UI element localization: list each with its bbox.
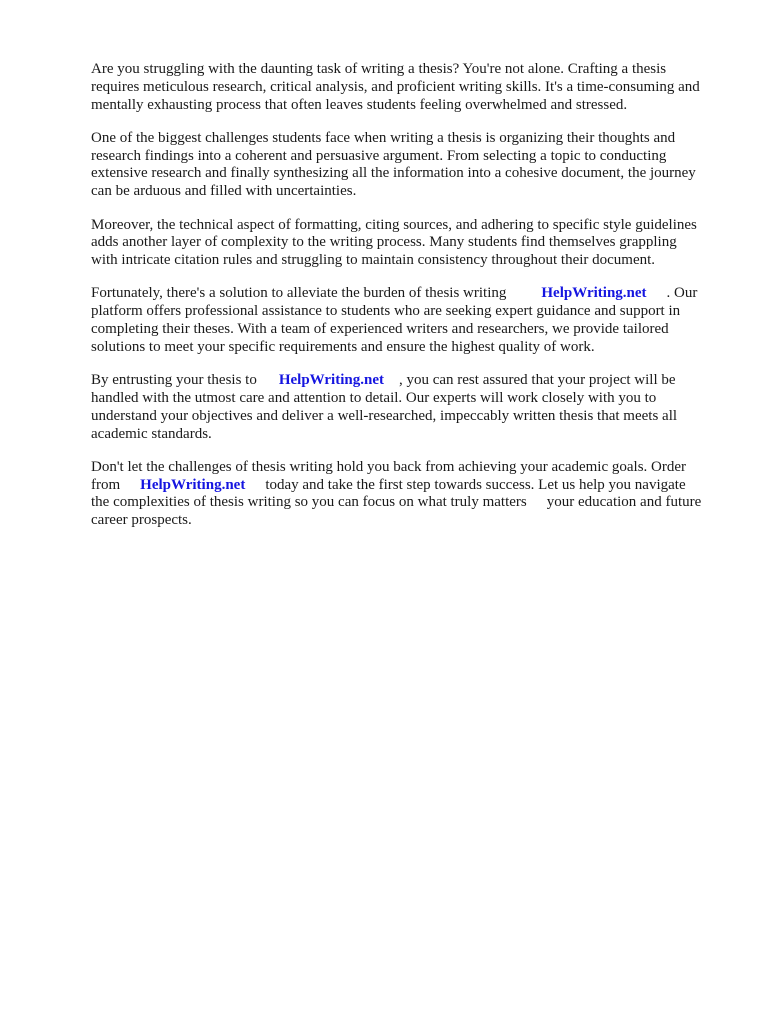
text-line: completing their theses. With a team of experienced writers and researchers, we provide tailored (91, 321, 669, 338)
text-fragment: today and take the first step towards success. Let us help you navigate (265, 476, 686, 493)
text-line: adds another layer of complexity to the writing process. Many students find themselves grappling (91, 234, 677, 251)
helpwriting-link[interactable]: HelpWriting.net (541, 285, 647, 302)
helpwriting-link[interactable]: HelpWriting.net (140, 476, 246, 493)
text-line: mentally exhausting process that often leaves students feeling overwhelmed and stressed. (91, 96, 628, 113)
paragraph-call-to-action (91, 459, 731, 530)
text-fragment: the complexities of thesis writing so you can focus on what truly matters (91, 494, 527, 511)
text-line: requires meticulous research, critical analysis, and proficient writing skills. It's a time-consuming and (91, 78, 700, 95)
text-fragment: from (91, 476, 121, 493)
text-line: extensive research and finally synthesizing all the information into a cohesive document, the journey (91, 165, 696, 182)
text-line: can be arduous and filled with uncertainties. (91, 183, 357, 200)
text-line: Don't let the challenges of thesis writing hold you back from achieving your academic goals. Order (91, 458, 687, 475)
text-fragment: your education and future (546, 494, 702, 511)
text-line: solutions to meet your specific requirements and ensure the highest quality of work. (91, 338, 595, 355)
text-line: with intricate citation rules and struggling to maintain consistency throughout their document. (91, 252, 656, 269)
helpwriting-link[interactable]: HelpWriting.net (278, 372, 384, 389)
text-line: research findings into a coherent and persuasive argument. From selecting a topic to conducting (91, 147, 667, 164)
text-line: One of the biggest challenges students face when writing a thesis is organizing their thoughts and (91, 129, 676, 146)
paragraph-intro (91, 61, 731, 114)
text-line: academic standards. (91, 425, 212, 442)
text-line: Are you struggling with the daunting task of writing a thesis? You're not alone. Crafting a thesis (91, 61, 667, 77)
text-line: understand your objectives and deliver a well-researched, impeccably written thesis that meets all (91, 407, 678, 424)
text-line: platform offers professional assistance to students who are seeking expert guidance and support in (91, 303, 681, 320)
text-line (91, 372, 731, 390)
text-line: handled with the utmost care and attention to detail. Our experts will work closely with you to (91, 389, 657, 406)
text-fragment: , you can rest assured that your project will be (398, 372, 676, 389)
paragraph-entrusting (91, 372, 731, 443)
text-fragment: Fortunately, there's a solution to alleviate the burden of thesis writing (91, 285, 507, 302)
paragraph-technical (91, 217, 731, 270)
paragraph-solution (91, 285, 731, 356)
text-line (91, 285, 731, 303)
text-line (91, 494, 731, 512)
text-line (91, 477, 731, 495)
document-body (91, 61, 731, 546)
text-fragment: . Our (666, 285, 698, 302)
text-line: career prospects. (91, 512, 192, 529)
paragraph-challenges (91, 130, 731, 201)
text-line: Moreover, the technical aspect of formatting, citing sources, and adhering to specific style guidelines (91, 216, 697, 233)
text-fragment: By entrusting your thesis to (91, 372, 257, 389)
